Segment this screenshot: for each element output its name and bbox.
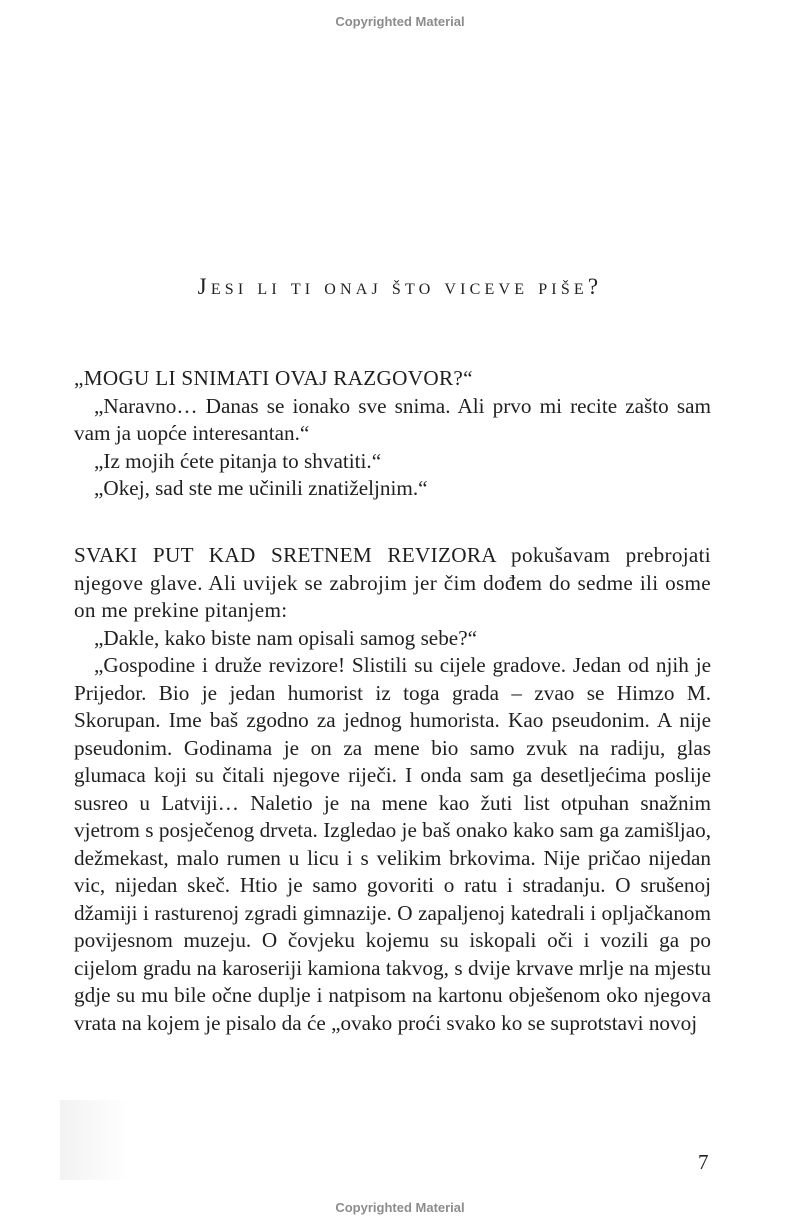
body-text-block-1 xyxy=(74,365,711,503)
paragraph-answer: „Gospodine i druže revizore! Slistili su cijele gradove. Jedan od njih je Prijedor. Bio je jedan humorist iz toga grada – zvao se Himzo M. Skorupan. Ime baš zgodno za jednog humorista. Kao pseudonim. A nije pseudonim. Godinama je on za mene bio samo zvuk na radiju, glas glumaca koji su čitali njegove riječi. I onda sam ga desetljećima poslije susreo u Latviji… Naletio je na mene kao žuti list otpuhan snažnim vjetrom s posječenog drveta. Izgledao je baš onako kako sam ga zamišljao, dežmekast, malo rumen u licu i s velikim brkovima. Nije pričao nijedan vic, nijedan skeč. Htio je samo govoriti o ratu i stradanju. O srušenoj džamiji i rasturenoj zgradi gimnazije. O zapaljenoj katedrali i opljačkanom povijesnom muzeju. O čovjeku kojemu su iskopali oči i vozili ga po cijelom gradu na karoseriji kamiona takvog, s dvije krvave mrlje na mjestu gdje su mu bile očne duplje i natpisom na kartonu obješenom oko njegova vrata na kojem je pisalo da će „ovako proći svako ko se suprotstavi novoj xyxy=(74,653,711,1035)
page-number: 7 xyxy=(698,1150,709,1174)
paragraph-dialogue-2: „Iz mojih ćete pitanja to shvatiti.“ xyxy=(94,448,382,473)
paragraph-dialogue-3: „Okej, sad ste me učinili znatiželjnim.“ xyxy=(94,476,428,500)
paragraph-question: „Dakle, kako biste nam opisali samog sebe?“ xyxy=(94,625,478,650)
paragraph-revizor: SVAKI PUT KAD SRETNEM REVIZORA pokušavam prebrojati njegove glave. Ali uvijek se zabrojim jer čim dođem do sedme ili osme on me prekine pitanjem: xyxy=(74,543,711,622)
paragraph-opening: „MOGU LI SNIMATI OVAJ RAZGOVOR?“ xyxy=(74,366,473,390)
chapter-title: Jesi li ti onaj što viceve piše? xyxy=(197,274,603,299)
body-text-block-2 xyxy=(74,542,711,1037)
scan-shadow xyxy=(60,1100,130,1180)
paragraph-dialogue-1: „Naravno… Danas se ionako sve snima. Ali prvo mi recite zašto sam vam ja uopće interesantan.“ xyxy=(74,393,711,445)
copyright-watermark-top: Copyrighted Material xyxy=(335,14,465,29)
copyright-watermark-bottom: Copyrighted Material xyxy=(335,1200,465,1215)
